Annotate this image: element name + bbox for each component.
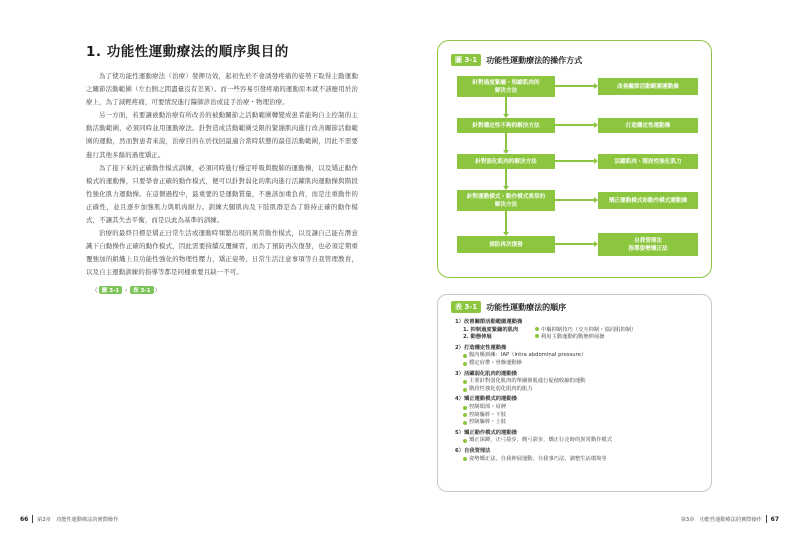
paragraph-1: 為了使功能性運動療法（治療）發揮功效，起初先於不會誘發疼痛的姿勢下取得主動運動之關節活動範圍（左右側之間盡量沒有差異）。而一些容易引發疼痛的運動原本就不該應用於治療上，為了減輕疼痛，可要情況進行醫師診治或徒手治療・物理治療。 [86,72,358,107]
down-arrow-icon [503,133,509,154]
down-arrow-icon [503,169,509,190]
table-title: 功能性運動療法的順序 [486,302,567,312]
flow-box-weak-muscles: 針對弱化肌肉的解決方法 [457,154,555,169]
ref-figure-3-1[interactable]: 圖 3-1 [99,286,123,294]
table-tag: 表 3-1 [451,301,481,313]
right-page-number: 67 [770,515,779,523]
bullet-dot-icon [463,421,467,425]
figure-references: （ 圖 3-1 ・ 表 3-1 ） [92,287,161,294]
table-3-1 [437,294,712,492]
down-arrow-icon [503,97,509,118]
figure-title: 功能性運動療法的操作方式 [486,55,583,65]
left-page-number: 66 [20,515,29,523]
right-arrow-icon [555,197,598,203]
right-arrow-icon [555,241,598,247]
list-item: 姿勢矯正法，自我伸展運動，自我事巧法，調整生活環境等 [455,456,636,464]
flow-box-correct-pattern: 矯正運動模式和動作模式運動操 [598,192,698,209]
list-item: 1. 抑制過度緊繃的肌肉 中樞抑制技巧（交互抑制・協同肌抑制） [463,326,637,333]
flow-box-rom-exercise: 改善關節活動範圍運動操 [598,78,698,95]
footer-divider [32,515,33,523]
bullet-dot-icon [463,388,467,392]
paragraph-4: 治療的最終目標是矯正日常生活或運動時頻繁出現的異常動作模式，以及讓自己能在潛意識下自動操作正確的動作模式，因此需要持續反覆練習，而為了預防再次復發，也必須定期重覆強加的組織上且功能性強化的物理性壓力，矯正姿勢，日常生活注意事項等自我管理教育，以及自主運動訓練的指導等都是同樣重要且缺一不可。 [86,229,358,277]
flow-box-self-management: 自我管理法 指導姿勢矯正法 [598,233,698,256]
bullet-dot-icon [463,354,467,358]
left-running-head: 第2章 功能性運動療法的實際操作 [37,516,119,523]
refs-open: （ [92,287,98,294]
section-heading: 1. 功能性運動療法的順序與目的 [86,44,289,60]
figure-3-1-flowchart [437,40,712,278]
bullet-dot-icon [535,327,539,331]
footer-divider [766,515,767,523]
figure-tag: 圖 3-1 [451,54,481,66]
bullet-dot-icon [463,439,467,443]
list-item: 主要針對弱化肌肉的單關節肌進行促使收縮的運動 [455,378,636,386]
figure-caption [451,54,582,66]
flow-box-movement-pattern: 針對運動模式・動作模式異常的 解決方法 [457,190,555,211]
body-text [86,70,358,280]
section-4-title: 4）矯正運動模式的運動操 [455,396,517,403]
right-running-head: 第3章 功能性運動療法的實際操作 [680,516,762,523]
section-1-title: 1）改善關節活動範圍運動操 [455,319,523,325]
section-3-title: 3）活躍弱化肌肉的運動操 [455,370,517,377]
list-item: 控制頸部・肩胛 [455,404,636,412]
list-item: 階段性強化弱化肌肉的肌力 [455,386,636,394]
bullet-dot-icon [535,334,539,338]
table-caption [451,301,566,313]
bullet-dot-icon [463,380,467,384]
ref-table-3-1[interactable]: 表 3-1 [130,286,154,294]
flow-box-stability: 針對穩定性不夠的解決方法 [457,118,555,133]
right-arrow-icon [555,158,598,164]
left-page [86,40,358,294]
flow-box-stability-exercise: 打造穩定性運動操 [598,118,698,133]
section-5-title: 5）矯正動作模式的運動操 [455,429,517,436]
table-sections [455,319,636,463]
bullet-dot-icon [463,362,467,366]
list-item: 穩定肩帶・骨盤運動操 [455,360,636,368]
flow-box-tight-muscles: 針對過度緊繃・短縮肌肉的 解決方法 [457,76,555,97]
flow-box-activate-muscles: 活躍肌肉・階段性強化肌力 [598,154,698,169]
paragraph-2: 另一方面，若要讓被動治療有所改善的被動關節之活動範圍轉變成患者能夠自主控制的主動活動範圍，必須同時並用運動療法。針對造成活動範圍受限的緊繃肌肉進行改善關節活動範圍的運動，然而對患者來說，治療目的在於找回最適合當時狀態的最佳活動範圍，因此不需要進行其他多餘的過度矯正。 [86,111,358,159]
refs-close: ） [154,287,161,294]
section-2-title: 2）打造穩定性運動操 [455,344,507,351]
list-item: 控制軀幹・下肢 [455,412,636,420]
list-item: 矯正深蹲，正弓箭步，側弓箭步，矯正行走時的異常動作模式 [455,437,636,445]
down-arrow-icon [503,211,509,236]
list-item: 2. 動態伸展 利用主動運動的動態伸展操 [463,334,605,341]
list-item: 控制軀幹・上肢 [455,419,636,427]
right-arrow-icon [555,83,598,89]
left-page-footer [20,515,118,523]
bullet-dot-icon [463,413,467,417]
flow-box-prevent-recurrence: 預防再次復發 [457,236,555,253]
bullet-dot-icon [463,457,467,461]
section-6-title: 6）自我管理法 [455,447,491,454]
right-page-footer [681,515,779,523]
bullet-dot-icon [463,406,467,410]
list-item: 腹內壓訓練：IAP（intra abdominal pressure） [455,352,636,360]
paragraph-3: 為了接下來的正確動作模式訓練，必須同時進行穩定呼吸與腹肺的運動操，以及矯正動作模式的運動操，只要學會正確的動作模式，便可以針對弱化的肌肉進行活躍肌肉運動操與階段性強化肌力運動操。在這個過程中，最重要的是運動質量，不應該加重負荷，而是注重動作的正確性，並且逐步加強肌力與肌肉耐力。訓練大腿肌肉及下肢肌群是為了維持正確的動作模式，不讓其失去平衡，而是以此為基準的訓練。 [86,163,358,225]
right-arrow-icon [555,122,598,128]
